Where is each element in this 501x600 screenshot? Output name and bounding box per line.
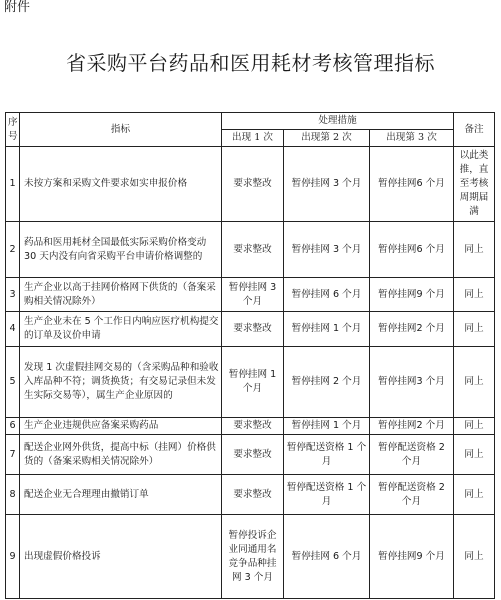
first-measure: 要求整改 [222, 312, 284, 347]
second-measure: 暂停挂网 3 个月 [284, 147, 370, 222]
second-measure: 暂停挂网 1 个月 [284, 312, 370, 347]
indicator-text: 药品和医用耗材全国最低实际采购价格变动 30 天内没有向省采购平台申请价格调整的 [20, 222, 222, 278]
indicator-text: 生产企业以高于挂网价格网下供货的（备案采购相关情况除外） [20, 278, 222, 312]
remark: 同上 [454, 418, 495, 435]
indicator-text: 未按方案和采购文件要求如实申报价格 [20, 147, 222, 222]
third-measure: 暂停挂网9 个月 [370, 278, 454, 312]
table-row [6, 418, 495, 435]
table-row [6, 435, 495, 475]
remark: 同上 [454, 515, 495, 599]
table-row [6, 515, 495, 599]
third-measure: 暂停挂网6 个月 [370, 222, 454, 278]
table-row [6, 347, 495, 418]
second-measure: 暂停挂网 6 个月 [284, 278, 370, 312]
first-measure: 要求整改 [222, 147, 284, 222]
header-first: 出现 1 次 [222, 130, 284, 147]
header-remark: 备注 [454, 113, 495, 147]
row-number: 1 [6, 147, 20, 222]
row-number: 7 [6, 435, 20, 475]
table-row [6, 222, 495, 278]
second-measure: 暂停挂网 2 个月 [284, 347, 370, 418]
indicator-table [5, 112, 495, 599]
header-seq: 序号 [6, 113, 20, 147]
indicator-text: 生产企业未在 5 个工作日内响应医疗机构提交的订单及议价申请 [20, 312, 222, 347]
second-measure: 暂停挂网 3 个月 [284, 222, 370, 278]
header-measures: 处理措施 [222, 113, 454, 130]
row-number: 3 [6, 278, 20, 312]
remark: 同上 [454, 475, 495, 515]
attachment-label: 附件 [4, 0, 31, 15]
first-measure: 要求整改 [222, 222, 284, 278]
third-measure: 暂停挂网3 个月 [370, 347, 454, 418]
remark: 同上 [454, 278, 495, 312]
first-measure: 要求整改 [222, 418, 284, 435]
header-third: 出现第 3 次 [370, 130, 454, 147]
second-measure: 暂停配送资格 1 个月 [284, 435, 370, 475]
second-measure: 暂停配送资格 1 个月 [284, 475, 370, 515]
first-measure: 暂停挂网 1 个月 [222, 347, 284, 418]
header-second: 出现第 2 次 [284, 130, 370, 147]
remark: 同上 [454, 435, 495, 475]
row-number: 5 [6, 347, 20, 418]
indicator-text: 配送企业网外供货，提高中标（挂网）价格供货的（备案采购相关情况除外） [20, 435, 222, 475]
row-number: 9 [6, 515, 20, 599]
remark: 同上 [454, 312, 495, 347]
row-number: 6 [6, 418, 20, 435]
table-row [6, 312, 495, 347]
header-indicator: 指标 [20, 113, 222, 147]
indicator-text: 出现虚假价格投诉 [20, 515, 222, 599]
first-measure: 要求整改 [222, 475, 284, 515]
second-measure: 暂停挂网 1 个月 [284, 418, 370, 435]
third-measure: 暂停挂网2 个月 [370, 418, 454, 435]
indicator-text: 配送企业无合理理由撤销订单 [20, 475, 222, 515]
indicator-text: 生产企业违规供应备案采购药品 [20, 418, 222, 435]
third-measure: 暂停配送资格 2 个月 [370, 435, 454, 475]
first-measure: 暂停投诉企业同通用名竞争品种挂网 3 个月 [222, 515, 284, 599]
row-number: 4 [6, 312, 20, 347]
table-row [6, 475, 495, 515]
remark: 以此类推，直至考核周期届满 [454, 147, 495, 222]
row-number: 8 [6, 475, 20, 515]
table-row [6, 147, 495, 222]
remark: 同上 [454, 222, 495, 278]
third-measure: 暂停配送资格 2 个月 [370, 475, 454, 515]
first-measure: 暂停挂网 3 个月 [222, 278, 284, 312]
third-measure: 暂停挂网2 个月 [370, 312, 454, 347]
third-measure: 暂停挂网6 个月 [370, 147, 454, 222]
third-measure: 暂停挂网9 个月 [370, 515, 454, 599]
second-measure: 暂停挂网 6 个月 [284, 515, 370, 599]
remark: 同上 [454, 347, 495, 418]
first-measure: 要求整改 [222, 435, 284, 475]
row-number: 2 [6, 222, 20, 278]
indicator-text: 发现 1 次虚假挂网交易的（含采购品种和验收入库品种不符；调货换货；有交易记录但未发生实际交易等），属生产企业原因的 [20, 347, 222, 418]
table-row [6, 278, 495, 312]
document-title: 省采购平台药品和医用耗材考核管理指标 [66, 51, 435, 75]
